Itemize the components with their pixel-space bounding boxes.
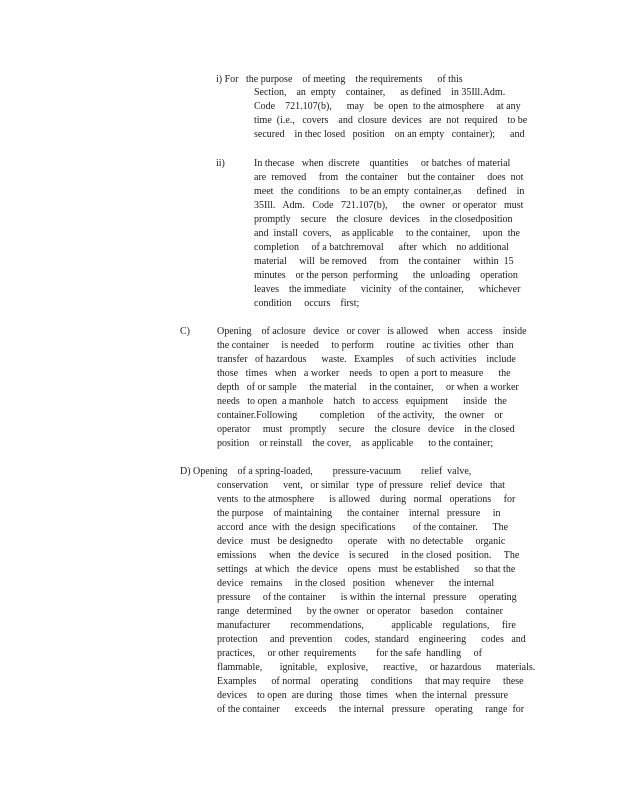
item-d-line: of the container exceeds the internal pressure operating range for: [217, 704, 525, 715]
item-d-line: settings at which the device opens must be established so that the: [217, 564, 516, 575]
item-c-line: needs to open a manhole hatch to access equipment inside the: [217, 396, 507, 407]
item-ii-marker: ii): [216, 158, 225, 169]
item-c-line: container.Following completion of the activity, the owner or: [217, 410, 503, 421]
item-c-line: the container is needed to perform routine ac tivities other than: [217, 340, 514, 351]
item-ii-line: condition occurs first;: [254, 298, 360, 309]
item-c-line: those times when a worker needs to open a port to measure the: [217, 368, 511, 379]
item-ii-line: and install covers, as applicable to the container, upon the: [254, 228, 520, 239]
item-d-line: emissions when the device is secured in the closed position. The: [217, 550, 520, 561]
item-c-line: operator must promptly secure the closure device in the closed: [217, 424, 515, 435]
item-c-line: depth of or sample the material in the container, or when a worker: [217, 382, 519, 393]
item-ii-line: are removed from the container but the container does not: [254, 172, 524, 183]
item-d-line: vents to the atmosphere is allowed during normal operations for: [217, 494, 516, 505]
item-d-line: device remains in the closed position whenever the internal: [217, 578, 495, 589]
item-d-line: device must be designedto operate with no detectable organic: [217, 536, 506, 547]
item-c-line: position or reinstall the cover, as applicable to the container;: [217, 438, 494, 449]
item-d-line: flammable, ignitable, explosive, reactive, or hazardous materials.: [217, 662, 536, 673]
item-i-line: Section, an empty container, as defined in 35Ill.Adm.: [254, 87, 506, 98]
item-i-line: secured in thec losed position on an empty container); and: [254, 129, 525, 140]
item-d-line: the purpose of maintaining the container internal pressure in: [217, 508, 501, 519]
item-c-marker: C): [180, 326, 190, 337]
item-d-line: protection and prevention codes, standard engineering codes and: [217, 634, 526, 645]
item-d-line: conservation vent, or similar type of pressure relief device that: [217, 480, 505, 491]
item-d-line: practices, or other requirements for the safe handling of: [217, 648, 482, 659]
item-ii-line: material will be removed from the container within 15: [254, 256, 514, 267]
item-ii-line: meet the conditions to be an empty container,as defined in: [254, 186, 525, 197]
item-ii-line: minutes or the person performing the unloading operation: [254, 270, 518, 281]
item-d-first-line: D) Opening of a spring-loaded, pressure-vacuum relief valve,: [180, 466, 472, 477]
item-d-line: pressure of the container is within the internal pressure operating: [217, 592, 517, 603]
item-d-line: manufacturer recommendations, applicable regulations, fire: [217, 620, 516, 631]
item-ii-line: promptly secure the closure devices in the closedposition: [254, 214, 513, 225]
item-i-line: Code 721.107(b), may be open to the atmosphere at any: [254, 101, 521, 112]
item-c-line: Opening of aclosure device or cover is allowed when access inside: [217, 326, 527, 337]
item-d-line: accord ance with the design specifications of the container. The: [217, 522, 509, 533]
item-ii-line: In thecase when discrete quantities or batches of material: [254, 158, 511, 169]
item-i-line: time (i.e., covers and closure devices are not required to be: [254, 115, 528, 126]
item-i-first-line: i) For the purpose of meeting the requirements of this: [216, 74, 463, 85]
item-ii-line: completion of a batchremoval after which no additional: [254, 242, 509, 253]
item-d-line: Examples of normal operating conditions that may require these: [217, 676, 524, 687]
item-c-line: transfer of hazardous waste. Examples of such activities include: [217, 354, 516, 365]
item-d-line: range determined by the owner or operator basedon container: [217, 606, 504, 617]
item-ii-line: leaves the immediate vicinity of the container, whichever: [254, 284, 521, 295]
item-d-line: devices to open are during those times when the internal pressure: [217, 690, 509, 701]
item-ii-line: 35Ill. Adm. Code 721.107(b), the owner or operator must: [254, 200, 524, 211]
